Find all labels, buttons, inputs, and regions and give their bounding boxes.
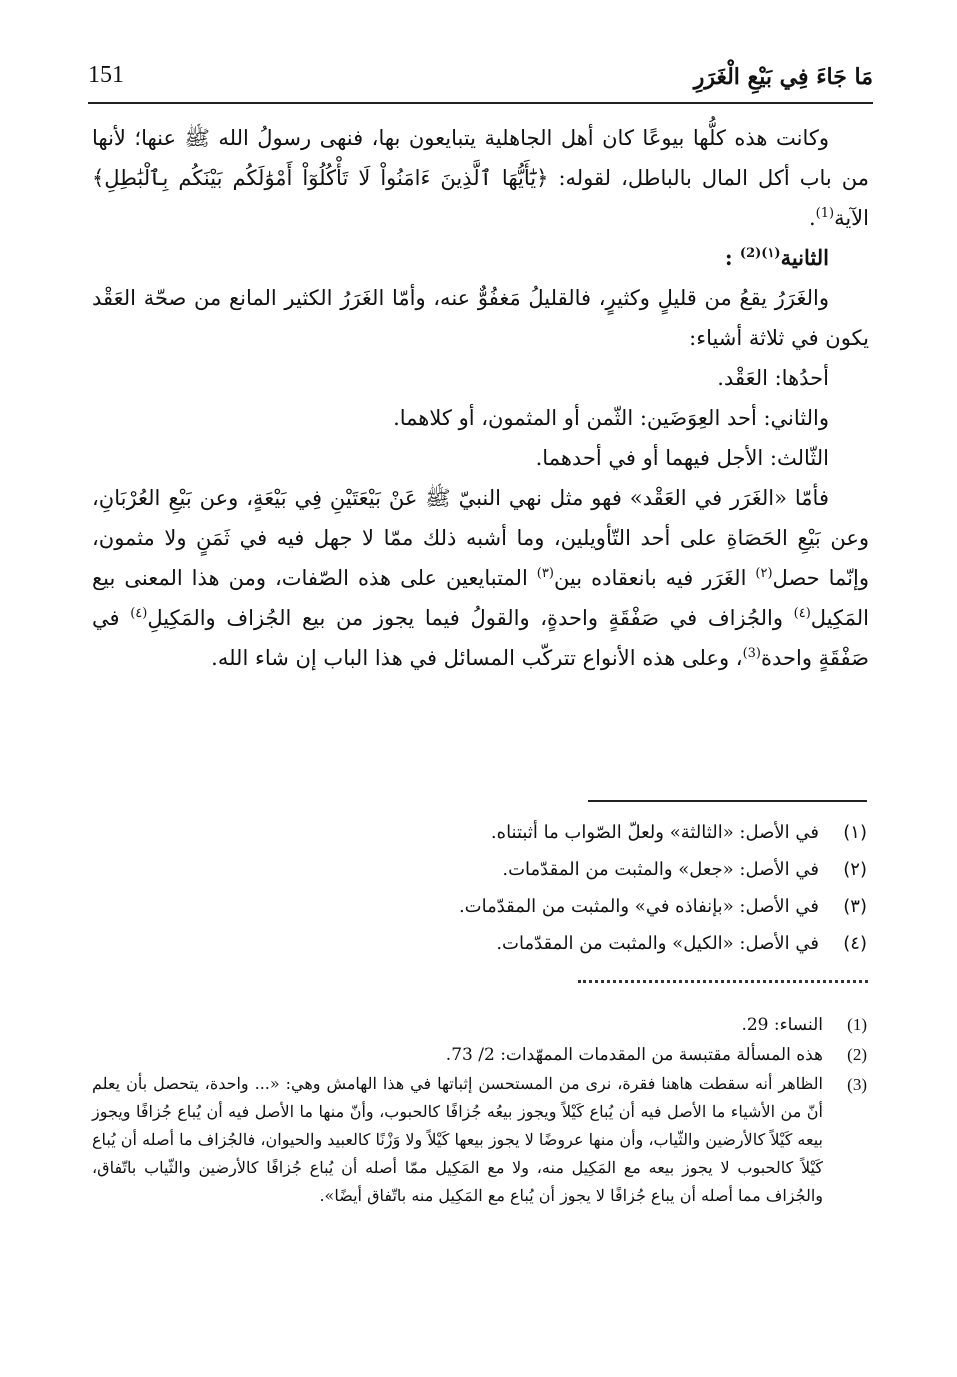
- paragraph-3-text: والجُزاف في صَفْقَةٍ واحدةٍ، والقولُ فيما يجوز من بيع الجُزاف والمَكِيلِ: [147, 606, 794, 630]
- footnote-text: في الأصل: «الثالثة» ولعلّ الصّواب ما أثبتناه.: [490, 822, 819, 843]
- paragraph-3-text: الغَرَر فيه بانعقاده بين: [553, 566, 756, 590]
- footnote: [92, 1010, 867, 1040]
- list-item: والثاني: أحد العِوَضَين: الثّمن أو المثمون، أو كلاهما.: [393, 406, 829, 430]
- footnotes-reference: [92, 1010, 867, 1210]
- footnote-text: هذه المسألة مقتبسة من المقدمات الممهّدات: 2/ 73.: [445, 1045, 823, 1065]
- footnote-number: (٤): [843, 933, 867, 954]
- paragraph-3: [92, 478, 869, 678]
- page-number: 151: [88, 62, 124, 88]
- footnote-ref: (٤): [793, 606, 811, 621]
- footnote-number: (١): [843, 822, 867, 843]
- paragraph-3-text: فأمّا «الغَرَر في العَقْد» فهو مثل نهي النبيّ ﷺ عَنْ بَيْعَتَيْنِ فِي بَيْعَةٍ، وعن بَيْعِ العُرْبَانِ، وعن بَيْعِ الحَصَاةِ على أحد التّأويلين، وما أشبه ذلك ممّا لا جهل فيه في ثَمَنٍ ولا مثمون، وإنّما حصل: [92, 486, 869, 590]
- footnote: [92, 851, 867, 888]
- paragraph-2: والغَرَرُ يقعُ من قليلٍ وكثيرٍ، فالقليلُ مَغفُوٌّ عنه، وأمّا الغَرَرُ الكثير المانع من صحّة العَقْد يكون في ثلاثة أشياء:: [92, 286, 869, 350]
- footnote-text: النساء: 29.: [741, 1015, 823, 1035]
- footnote-number: (٢): [843, 859, 867, 880]
- footnote-ref: (2): [739, 246, 762, 261]
- footnote-number: (3): [847, 1075, 867, 1094]
- paragraph-1: وكانت هذه كلُّها بيوعًا كان أهل الجاهلية يتبايعون بها، فنهى رسولُ الله ﷺ عنها؛ لأنها من باب أكل المال بالباطل، لقوله: ﴿يَٰٓأَيُّهَا ٱلَّذِينَ ءَامَنُواْ لَا تَأْكُلُوٓاْ أَمْوَٰلَكُم بَيْنَكُم بِٱلْبَٰطِلِ﴾ الآية$^{(1)}$.: [92, 126, 869, 230]
- list-item: الثّالث: الأجل فيهما أو في أحدهما.: [535, 446, 829, 470]
- main-text: [92, 118, 869, 678]
- footnote-ref: (3): [742, 646, 761, 661]
- footnote: [92, 1070, 867, 1210]
- footnote-ref: (1): [815, 206, 835, 221]
- paragraph-3-text: في صَفْقَةٍ واحدة: [92, 606, 869, 670]
- page-header: [88, 56, 873, 100]
- footnote: [92, 888, 867, 925]
- footnote-number: (2): [847, 1045, 867, 1064]
- footnote: [92, 925, 867, 962]
- paragraph-1-text: وكانت هذه كلُّها بيوعًا كان أهل الجاهلية يتبايعون بها، فنهى رسولُ الله ﷺ عنها؛ لأنها من باب أكل المال بالباطل، لقوله: ﴿يَٰٓأَيُّهَا ٱلَّذِينَ ءَامَنُواْ لَا تَأْكُلُوٓاْ أَمْوَٰلَكُم بَيْنَكُم بِٱلْبَٰطِلِ﴾ الآية: [92, 126, 869, 230]
- heading-colon: :: [724, 245, 733, 270]
- footnote-text: في الأصل: «بإنفاذه في» والمثبت من المقدّمات.: [458, 896, 819, 917]
- footnote-text: الظاهر أنه سقطت هاهنا فقرة، نرى من المستحسن إثباتها في هذا الهامش وهي: «... واحدة، يتحصل بأن يعلم أنّ من الأشياء ما الأصل فيه أن يُباع كَيْلاً ويجوز بيعُه جُزافًا كالحبوب، وأنّ منها ما الأصل فيه أن يُباع جُزافًا ويجوز بيعه كَيْلاً كالأرضين والثّياب، وأن منها عروضًا لا يجوز بيعها كَيْلاً ولا وَزْنًا كالعبيد والحيوان، فالجُزاف ما أصله أن يُباع كَيْلاً كالحبوب لا يجوز بيعه مع المَكِيل منه، ولا مع المَكِيل ممّا أصله أن يُباع جُزافًا كالأرضين والثّياب باتّفاق، والجُزاف مما أصله أن يباع جُزافًا لا يجوز أن يُباع مع المَكِيل منه باتّفاق أيضًا».: [92, 1074, 824, 1205]
- footnote: [92, 1040, 867, 1070]
- section-heading: [92, 238, 829, 278]
- footnotes-editor: [92, 814, 867, 962]
- header-rule: [88, 102, 873, 104]
- heading-text: الثانية: [780, 245, 829, 270]
- paragraph-3-text: ، وعلى هذه الأنواع تتركّب المسائل في هذا الباب إن شاء الله.: [211, 646, 743, 670]
- footnote-ref: (٤): [130, 606, 148, 621]
- footnote-text: في الأصل: «جعل» والمثبت من المقدّمات.: [502, 859, 819, 880]
- dotted-separator: [578, 980, 868, 983]
- footnote-number: (1): [847, 1015, 867, 1034]
- list-item: أحدُها: العَقْد.: [717, 366, 829, 390]
- footnote-number: (٣): [843, 896, 867, 917]
- paragraph-3-text: المتبايعين على هذه الصّفات، ومن هذا المعنى بيع المَكِيل: [92, 566, 869, 630]
- footnote-rule: [588, 800, 867, 802]
- footnote-ref: (٢): [755, 566, 773, 581]
- footnote: [92, 814, 867, 851]
- footnote-text: في الأصل: «الكيل» والمثبت من المقدّمات.: [496, 933, 819, 954]
- footnote-ref: (٣): [536, 566, 554, 581]
- running-head: مَا جَاءَ فِي بَيْعِ الْغَرَرِ: [693, 64, 873, 90]
- footnote-ref: (١): [761, 246, 781, 261]
